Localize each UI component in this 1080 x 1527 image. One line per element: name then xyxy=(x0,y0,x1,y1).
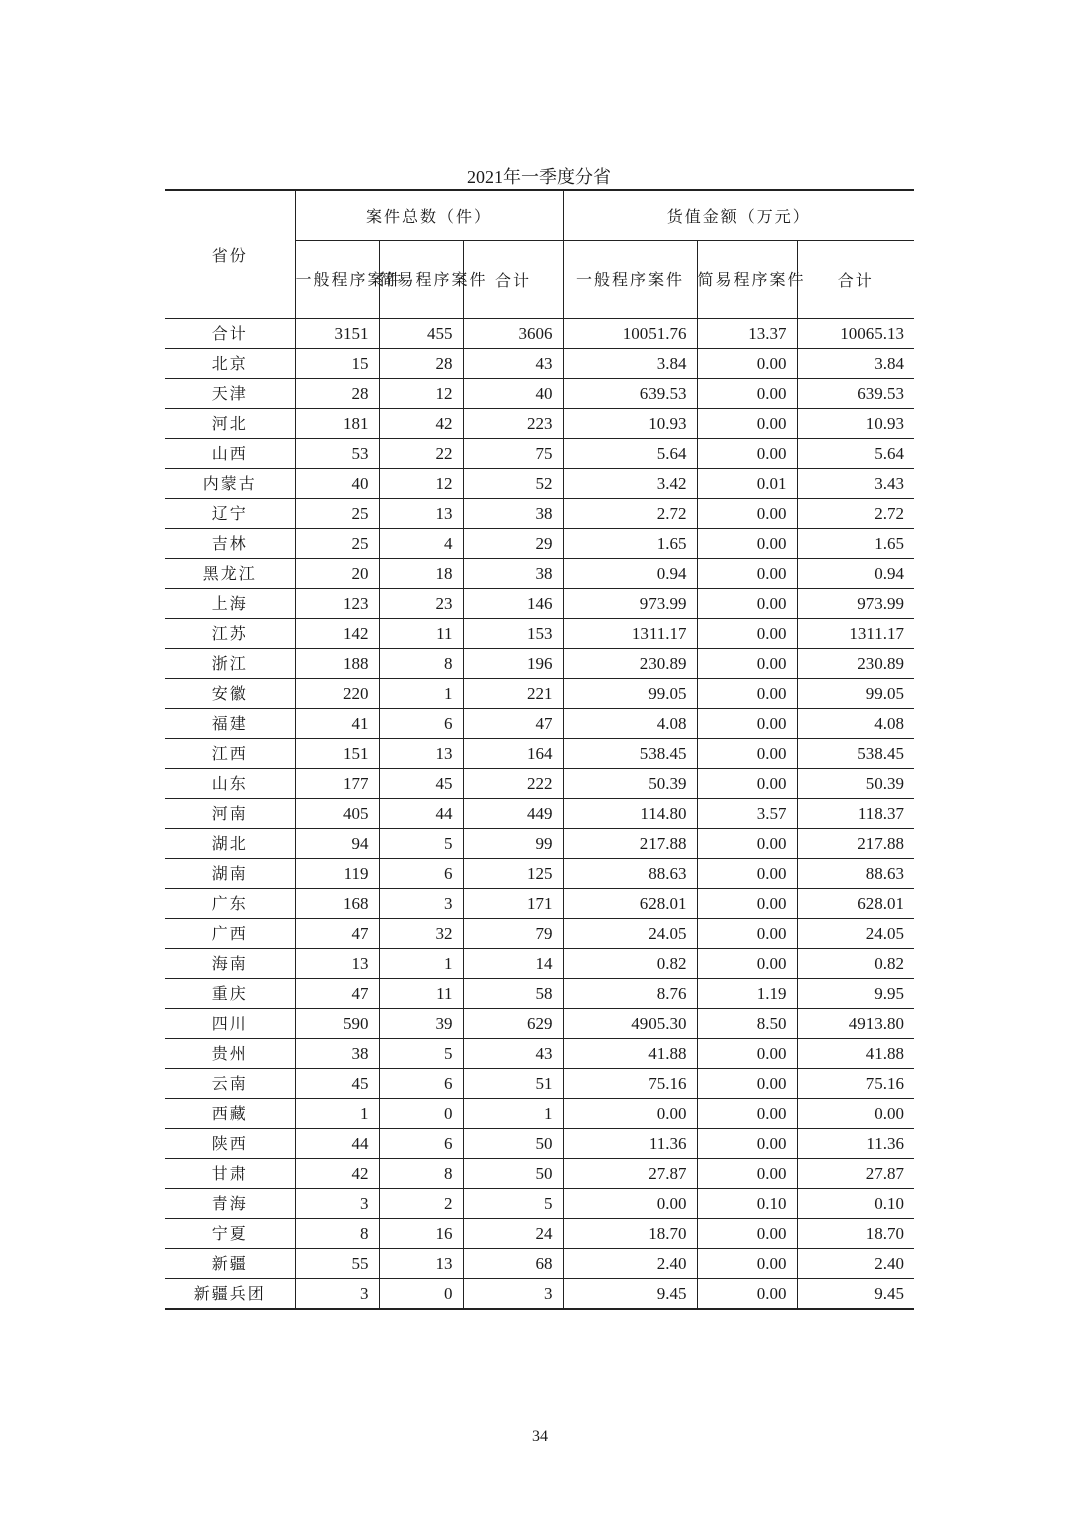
table-row xyxy=(165,1098,914,1128)
cases-simple-cell: 18 xyxy=(379,558,463,588)
cases-simple-cell: 6 xyxy=(379,1128,463,1158)
cases-simple-cell: 8 xyxy=(379,1158,463,1188)
cases-general-cell: 123 xyxy=(295,588,379,618)
province-cell: 黑龙江 xyxy=(165,558,295,588)
value-general-cell: 217.88 xyxy=(563,828,697,858)
cases-general-cell: 28 xyxy=(295,378,379,408)
cases-total-cell: 146 xyxy=(463,588,563,618)
value-general-cell: 11.36 xyxy=(563,1128,697,1158)
table-row xyxy=(165,1038,914,1068)
cases-general-cell: 45 xyxy=(295,1068,379,1098)
cases-simple-cell: 3 xyxy=(379,888,463,918)
value-simple-cell: 0.00 xyxy=(697,738,797,768)
cases-simple-cell: 42 xyxy=(379,408,463,438)
value-simple-cell: 1.19 xyxy=(697,978,797,1008)
value-total-cell: 75.16 xyxy=(797,1068,914,1098)
cases-general-cell: 181 xyxy=(295,408,379,438)
cases-total-cell: 29 xyxy=(463,528,563,558)
cases-total-cell: 221 xyxy=(463,678,563,708)
cases-total-cell: 164 xyxy=(463,738,563,768)
cases-simple-cell: 32 xyxy=(379,918,463,948)
cases-total-cell: 68 xyxy=(463,1248,563,1278)
cases-general-cell: 177 xyxy=(295,768,379,798)
cases-simple-cell: 28 xyxy=(379,348,463,378)
province-cell: 重庆 xyxy=(165,978,295,1008)
province-cell: 山西 xyxy=(165,438,295,468)
table-row xyxy=(165,888,914,918)
value-simple-cell: 0.00 xyxy=(697,918,797,948)
table-row xyxy=(165,1128,914,1158)
value-total-cell: 18.70 xyxy=(797,1218,914,1248)
province-cell: 河南 xyxy=(165,798,295,828)
cases-total-cell: 58 xyxy=(463,978,563,1008)
table-row xyxy=(165,1158,914,1188)
cases-general-cell: 151 xyxy=(295,738,379,768)
value-total-cell: 118.37 xyxy=(797,798,914,828)
table-row xyxy=(165,1008,914,1038)
cases-simple-cell: 1 xyxy=(379,678,463,708)
value-general-cell: 50.39 xyxy=(563,768,697,798)
value-general-cell: 41.88 xyxy=(563,1038,697,1068)
value-simple-cell: 0.00 xyxy=(697,1098,797,1128)
header-value-general: 一般程序案件 xyxy=(563,240,697,318)
value-total-cell: 9.45 xyxy=(797,1278,914,1309)
table-row xyxy=(165,648,914,678)
cases-general-cell: 44 xyxy=(295,1128,379,1158)
value-total-cell: 0.82 xyxy=(797,948,914,978)
value-general-cell: 9.45 xyxy=(563,1278,697,1309)
table-row xyxy=(165,1218,914,1248)
cases-general-cell: 25 xyxy=(295,528,379,558)
province-cell: 广东 xyxy=(165,888,295,918)
table-row xyxy=(165,1248,914,1278)
cases-general-cell: 20 xyxy=(295,558,379,588)
value-general-cell: 0.00 xyxy=(563,1098,697,1128)
cases-general-cell: 40 xyxy=(295,468,379,498)
cases-simple-cell: 12 xyxy=(379,468,463,498)
cases-simple-cell: 23 xyxy=(379,588,463,618)
value-general-cell: 4.08 xyxy=(563,708,697,738)
cases-total-cell: 196 xyxy=(463,648,563,678)
value-general-cell: 4905.30 xyxy=(563,1008,697,1038)
cases-simple-cell: 2 xyxy=(379,1188,463,1218)
value-simple-cell: 0.00 xyxy=(697,708,797,738)
value-total-cell: 0.94 xyxy=(797,558,914,588)
cases-total-cell: 43 xyxy=(463,1038,563,1068)
cases-total-cell: 40 xyxy=(463,378,563,408)
cases-simple-cell: 12 xyxy=(379,378,463,408)
table-row xyxy=(165,798,914,828)
province-cell: 宁夏 xyxy=(165,1218,295,1248)
header-province: 省份 xyxy=(165,190,295,318)
value-total-cell: 41.88 xyxy=(797,1038,914,1068)
value-total-cell: 10.93 xyxy=(797,408,914,438)
value-simple-cell: 0.00 xyxy=(697,528,797,558)
cases-simple-cell: 8 xyxy=(379,648,463,678)
province-cell: 湖北 xyxy=(165,828,295,858)
value-total-cell: 0.00 xyxy=(797,1098,914,1128)
cases-total-cell: 14 xyxy=(463,948,563,978)
cases-general-cell: 38 xyxy=(295,1038,379,1068)
cases-general-cell: 13 xyxy=(295,948,379,978)
table-row xyxy=(165,408,914,438)
province-cell: 辽宁 xyxy=(165,498,295,528)
value-total-cell: 628.01 xyxy=(797,888,914,918)
table-body xyxy=(165,318,914,1309)
province-cell: 湖南 xyxy=(165,858,295,888)
province-cell: 陕西 xyxy=(165,1128,295,1158)
header-cases-group: 案件总数（件） xyxy=(295,190,563,240)
province-cell: 新疆 xyxy=(165,1248,295,1278)
value-simple-cell: 3.57 xyxy=(697,798,797,828)
cases-total-cell: 47 xyxy=(463,708,563,738)
cases-general-cell: 41 xyxy=(295,708,379,738)
table-row xyxy=(165,918,914,948)
value-general-cell: 2.72 xyxy=(563,498,697,528)
value-simple-cell: 0.00 xyxy=(697,828,797,858)
province-cell: 江苏 xyxy=(165,618,295,648)
table-row xyxy=(165,348,914,378)
value-general-cell: 75.16 xyxy=(563,1068,697,1098)
province-cell: 河北 xyxy=(165,408,295,438)
cases-total-cell: 125 xyxy=(463,858,563,888)
cases-general-cell: 15 xyxy=(295,348,379,378)
value-simple-cell: 0.00 xyxy=(697,618,797,648)
value-simple-cell: 0.00 xyxy=(697,1158,797,1188)
header-value-simple: 简易程序案件 xyxy=(697,240,797,318)
value-total-cell: 11.36 xyxy=(797,1128,914,1158)
province-cell: 甘肃 xyxy=(165,1158,295,1188)
value-total-cell: 9.95 xyxy=(797,978,914,1008)
cases-general-cell: 8 xyxy=(295,1218,379,1248)
value-general-cell: 18.70 xyxy=(563,1218,697,1248)
province-cell: 天津 xyxy=(165,378,295,408)
cases-simple-cell: 45 xyxy=(379,768,463,798)
value-general-cell: 0.00 xyxy=(563,1188,697,1218)
value-total-cell: 27.87 xyxy=(797,1158,914,1188)
value-general-cell: 1311.17 xyxy=(563,618,697,648)
cases-total-cell: 38 xyxy=(463,558,563,588)
value-total-cell: 230.89 xyxy=(797,648,914,678)
value-total-cell: 973.99 xyxy=(797,588,914,618)
value-simple-cell: 0.00 xyxy=(697,378,797,408)
table-row xyxy=(165,738,914,768)
cases-general-cell: 47 xyxy=(295,978,379,1008)
province-cell: 西藏 xyxy=(165,1098,295,1128)
cases-simple-cell: 0 xyxy=(379,1098,463,1128)
cases-total-cell: 449 xyxy=(463,798,563,828)
value-simple-cell: 0.00 xyxy=(697,438,797,468)
value-general-cell: 114.80 xyxy=(563,798,697,828)
cases-simple-cell: 11 xyxy=(379,978,463,1008)
value-simple-cell: 0.00 xyxy=(697,588,797,618)
cases-simple-cell: 6 xyxy=(379,1068,463,1098)
table-row xyxy=(165,678,914,708)
cases-total-cell: 24 xyxy=(463,1218,563,1248)
province-cell: 浙江 xyxy=(165,648,295,678)
value-total-cell: 217.88 xyxy=(797,828,914,858)
value-total-cell: 4.08 xyxy=(797,708,914,738)
cases-simple-cell: 6 xyxy=(379,708,463,738)
cases-total-cell: 3 xyxy=(463,1278,563,1309)
cases-simple-cell: 13 xyxy=(379,498,463,528)
cases-simple-cell: 16 xyxy=(379,1218,463,1248)
header-cases-general: 一般程序案件 xyxy=(295,240,379,318)
table-row xyxy=(165,588,914,618)
value-total-cell: 0.10 xyxy=(797,1188,914,1218)
value-general-cell: 27.87 xyxy=(563,1158,697,1188)
cases-general-cell: 3 xyxy=(295,1188,379,1218)
province-cell: 上海 xyxy=(165,588,295,618)
province-cell: 山东 xyxy=(165,768,295,798)
province-cell: 海南 xyxy=(165,948,295,978)
cases-simple-cell: 6 xyxy=(379,858,463,888)
cases-general-cell: 42 xyxy=(295,1158,379,1188)
value-simple-cell: 0.00 xyxy=(697,648,797,678)
value-total-cell: 88.63 xyxy=(797,858,914,888)
value-total-cell: 24.05 xyxy=(797,918,914,948)
cases-total-cell: 1 xyxy=(463,1098,563,1128)
value-simple-cell: 0.00 xyxy=(697,768,797,798)
table-row xyxy=(165,708,914,738)
value-total-cell: 5.64 xyxy=(797,438,914,468)
value-simple-cell: 0.00 xyxy=(697,678,797,708)
value-simple-cell: 0.00 xyxy=(697,1218,797,1248)
table-row xyxy=(165,978,914,1008)
cases-total-cell: 38 xyxy=(463,498,563,528)
table-row xyxy=(165,858,914,888)
cases-total-cell: 153 xyxy=(463,618,563,648)
cases-simple-cell: 11 xyxy=(379,618,463,648)
table-row xyxy=(165,1068,914,1098)
header-cases-simple: 简易程序案件 xyxy=(379,240,463,318)
cases-total-cell: 223 xyxy=(463,408,563,438)
value-total-cell: 99.05 xyxy=(797,678,914,708)
value-simple-cell: 0.00 xyxy=(697,348,797,378)
value-general-cell: 230.89 xyxy=(563,648,697,678)
cases-general-cell: 220 xyxy=(295,678,379,708)
table-row-total xyxy=(165,318,914,348)
page-number: 34 xyxy=(532,1428,548,1445)
value-simple-cell: 0.10 xyxy=(697,1188,797,1218)
cases-general-cell: 3 xyxy=(295,1278,379,1309)
table-row xyxy=(165,1188,914,1218)
value-general-cell: 3.84 xyxy=(563,348,697,378)
cases-total-cell: 51 xyxy=(463,1068,563,1098)
value-simple-cell: 0.00 xyxy=(697,1038,797,1068)
province-cell: 新疆兵团 xyxy=(165,1278,295,1309)
value-simple-cell: 0.00 xyxy=(697,948,797,978)
value-general-cell: 10051.76 xyxy=(563,318,697,348)
value-general-cell: 10.93 xyxy=(563,408,697,438)
value-general-cell: 538.45 xyxy=(563,738,697,768)
cases-general-cell: 119 xyxy=(295,858,379,888)
value-simple-cell: 0.01 xyxy=(697,468,797,498)
value-total-cell: 3.43 xyxy=(797,468,914,498)
table-row xyxy=(165,828,914,858)
cases-total-cell: 171 xyxy=(463,888,563,918)
value-simple-cell: 0.00 xyxy=(697,888,797,918)
value-simple-cell: 0.00 xyxy=(697,498,797,528)
province-cell: 贵州 xyxy=(165,1038,295,1068)
cases-general-cell: 55 xyxy=(295,1248,379,1278)
cases-simple-cell: 22 xyxy=(379,438,463,468)
cases-simple-cell: 455 xyxy=(379,318,463,348)
province-statistics-table xyxy=(165,189,914,1310)
value-simple-cell: 0.00 xyxy=(697,558,797,588)
value-general-cell: 639.53 xyxy=(563,378,697,408)
cases-total-cell: 50 xyxy=(463,1128,563,1158)
province-cell: 四川 xyxy=(165,1008,295,1038)
table-row xyxy=(165,438,914,468)
value-total-cell: 1311.17 xyxy=(797,618,914,648)
cases-total-cell: 43 xyxy=(463,348,563,378)
value-simple-cell: 0.00 xyxy=(697,1248,797,1278)
table-row xyxy=(165,948,914,978)
value-total-cell: 3.84 xyxy=(797,348,914,378)
cases-general-cell: 188 xyxy=(295,648,379,678)
cases-total-cell: 222 xyxy=(463,768,563,798)
value-total-cell: 4913.80 xyxy=(797,1008,914,1038)
cases-simple-cell: 0 xyxy=(379,1278,463,1309)
province-cell: 云南 xyxy=(165,1068,295,1098)
table-row xyxy=(165,1278,914,1309)
header-value-group: 货值金额（万元） xyxy=(563,190,914,240)
value-general-cell: 2.40 xyxy=(563,1248,697,1278)
value-general-cell: 973.99 xyxy=(563,588,697,618)
cases-simple-cell: 1 xyxy=(379,948,463,978)
province-cell: 合计 xyxy=(165,318,295,348)
value-simple-cell: 13.37 xyxy=(697,318,797,348)
table-row xyxy=(165,768,914,798)
value-general-cell: 88.63 xyxy=(563,858,697,888)
value-total-cell: 10065.13 xyxy=(797,318,914,348)
cases-general-cell: 142 xyxy=(295,618,379,648)
cases-total-cell: 52 xyxy=(463,468,563,498)
cases-simple-cell: 5 xyxy=(379,1038,463,1068)
value-simple-cell: 0.00 xyxy=(697,858,797,888)
cases-total-cell: 50 xyxy=(463,1158,563,1188)
cases-general-cell: 590 xyxy=(295,1008,379,1038)
province-cell: 安徽 xyxy=(165,678,295,708)
value-general-cell: 3.42 xyxy=(563,468,697,498)
cases-simple-cell: 5 xyxy=(379,828,463,858)
value-simple-cell: 8.50 xyxy=(697,1008,797,1038)
table-row xyxy=(165,378,914,408)
value-simple-cell: 0.00 xyxy=(697,1128,797,1158)
cases-simple-cell: 39 xyxy=(379,1008,463,1038)
table-row xyxy=(165,558,914,588)
value-general-cell: 628.01 xyxy=(563,888,697,918)
value-general-cell: 5.64 xyxy=(563,438,697,468)
value-general-cell: 24.05 xyxy=(563,918,697,948)
table-row xyxy=(165,468,914,498)
cases-general-cell: 25 xyxy=(295,498,379,528)
table-caption: 2021年一季度分省 xyxy=(467,167,611,187)
cases-simple-cell: 13 xyxy=(379,1248,463,1278)
header-value-total: 合计 xyxy=(797,240,914,318)
value-total-cell: 2.40 xyxy=(797,1248,914,1278)
cases-general-cell: 47 xyxy=(295,918,379,948)
cases-general-cell: 405 xyxy=(295,798,379,828)
province-cell: 青海 xyxy=(165,1188,295,1218)
value-total-cell: 50.39 xyxy=(797,768,914,798)
header-cases-total: 合计 xyxy=(463,240,563,318)
province-cell: 福建 xyxy=(165,708,295,738)
cases-simple-cell: 44 xyxy=(379,798,463,828)
cases-general-cell: 1 xyxy=(295,1098,379,1128)
value-total-cell: 2.72 xyxy=(797,498,914,528)
value-simple-cell: 0.00 xyxy=(697,1278,797,1309)
cases-simple-cell: 13 xyxy=(379,738,463,768)
cases-total-cell: 79 xyxy=(463,918,563,948)
cases-total-cell: 5 xyxy=(463,1188,563,1218)
cases-simple-cell: 4 xyxy=(379,528,463,558)
value-simple-cell: 0.00 xyxy=(697,408,797,438)
table-row xyxy=(165,498,914,528)
province-cell: 广西 xyxy=(165,918,295,948)
table-row xyxy=(165,618,914,648)
value-total-cell: 1.65 xyxy=(797,528,914,558)
cases-general-cell: 168 xyxy=(295,888,379,918)
value-general-cell: 1.65 xyxy=(563,528,697,558)
cases-total-cell: 99 xyxy=(463,828,563,858)
value-total-cell: 538.45 xyxy=(797,738,914,768)
cases-general-cell: 53 xyxy=(295,438,379,468)
province-cell: 内蒙古 xyxy=(165,468,295,498)
cases-total-cell: 75 xyxy=(463,438,563,468)
value-general-cell: 99.05 xyxy=(563,678,697,708)
value-simple-cell: 0.00 xyxy=(697,1068,797,1098)
cases-total-cell: 3606 xyxy=(463,318,563,348)
cases-general-cell: 3151 xyxy=(295,318,379,348)
value-general-cell: 8.76 xyxy=(563,978,697,1008)
cases-general-cell: 94 xyxy=(295,828,379,858)
value-total-cell: 639.53 xyxy=(797,378,914,408)
province-cell: 吉林 xyxy=(165,528,295,558)
province-cell: 北京 xyxy=(165,348,295,378)
value-general-cell: 0.82 xyxy=(563,948,697,978)
cases-total-cell: 629 xyxy=(463,1008,563,1038)
table-row xyxy=(165,528,914,558)
value-general-cell: 0.94 xyxy=(563,558,697,588)
province-cell: 江西 xyxy=(165,738,295,768)
